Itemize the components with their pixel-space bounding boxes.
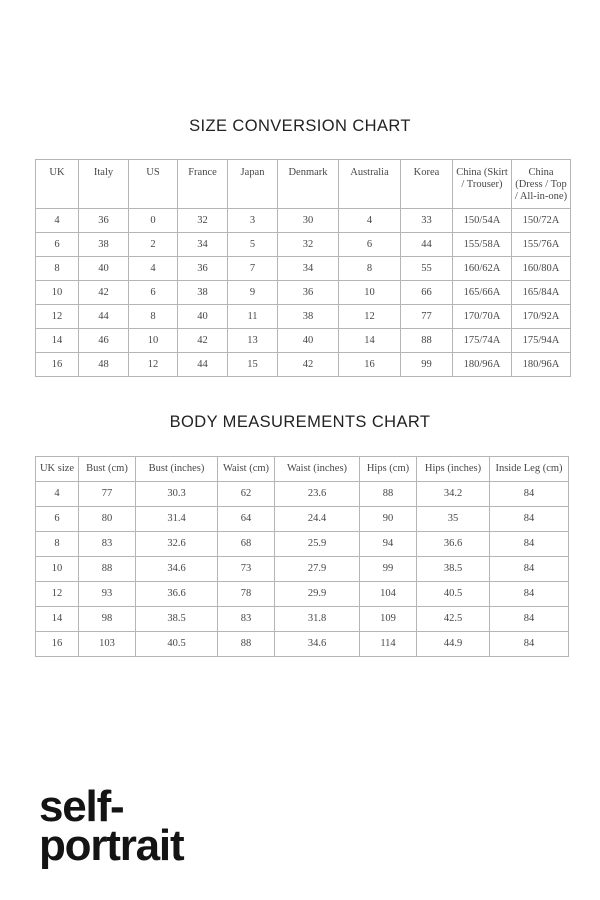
table-cell: 155/58A — [453, 233, 512, 257]
table-cell: 27.9 — [275, 557, 360, 582]
table-cell: 88 — [401, 329, 453, 353]
table-cell: 48 — [79, 353, 129, 377]
table-cell: 55 — [401, 257, 453, 281]
table-cell: 38 — [178, 281, 228, 305]
table-cell: 10 — [36, 281, 79, 305]
table-cell: 11 — [228, 305, 278, 329]
table-cell: 23.6 — [275, 482, 360, 507]
column-header: China (Skirt / Trouser) — [453, 160, 512, 209]
table-cell: 175/94A — [512, 329, 571, 353]
logo-line-1: self- — [39, 782, 124, 831]
table-cell: 78 — [218, 582, 275, 607]
table-cell: 99 — [401, 353, 453, 377]
table-cell: 34.2 — [417, 482, 490, 507]
table-cell: 12 — [36, 582, 79, 607]
column-header: Waist (cm) — [218, 457, 275, 482]
header-row — [36, 457, 569, 482]
table-cell: 32 — [178, 209, 228, 233]
table-cell: 38.5 — [136, 607, 218, 632]
table-cell: 34 — [178, 233, 228, 257]
table-cell: 16 — [36, 632, 79, 657]
table-cell: 6 — [129, 281, 178, 305]
table-cell: 4 — [129, 257, 178, 281]
table-cell: 34 — [278, 257, 339, 281]
table-cell: 30 — [278, 209, 339, 233]
size-conversion-title: SIZE CONVERSION CHART — [189, 117, 411, 135]
column-header: Korea — [401, 160, 453, 209]
table-cell: 40.5 — [136, 632, 218, 657]
table-cell: 109 — [360, 607, 417, 632]
column-header: Italy — [79, 160, 129, 209]
table-cell: 10 — [339, 281, 401, 305]
table-cell: 155/76A — [512, 233, 571, 257]
table-cell: 6 — [36, 233, 79, 257]
table-cell: 44 — [401, 233, 453, 257]
table-cell: 150/54A — [453, 209, 512, 233]
table-cell: 31.4 — [136, 507, 218, 532]
table-cell: 32.6 — [136, 532, 218, 557]
table-cell: 84 — [490, 532, 569, 557]
table-cell: 38 — [278, 305, 339, 329]
column-header: Hips (inches) — [417, 457, 490, 482]
table-cell: 14 — [339, 329, 401, 353]
table-cell: 180/96A — [453, 353, 512, 377]
table-cell: 93 — [79, 582, 136, 607]
table-cell: 88 — [79, 557, 136, 582]
table-cell: 25.9 — [275, 532, 360, 557]
table-cell: 88 — [218, 632, 275, 657]
table-cell: 64 — [218, 507, 275, 532]
table-cell: 16 — [36, 353, 79, 377]
table-cell: 40 — [278, 329, 339, 353]
logo-line-2: portrait — [39, 821, 184, 870]
table-cell: 14 — [36, 329, 79, 353]
table-cell: 80 — [79, 507, 136, 532]
table-cell: 13 — [228, 329, 278, 353]
table-cell: 36 — [178, 257, 228, 281]
header-row — [36, 160, 571, 209]
table-cell: 12 — [36, 305, 79, 329]
table-cell: 31.8 — [275, 607, 360, 632]
table-cell: 98 — [79, 607, 136, 632]
table-row — [36, 632, 569, 657]
table-cell: 30.3 — [136, 482, 218, 507]
table-cell: 44 — [178, 353, 228, 377]
table-row — [36, 582, 569, 607]
table-cell: 35 — [417, 507, 490, 532]
table-cell: 84 — [490, 482, 569, 507]
table-cell: 24.4 — [275, 507, 360, 532]
table-cell: 44 — [79, 305, 129, 329]
table-cell: 160/62A — [453, 257, 512, 281]
table-row — [36, 257, 571, 281]
table-cell: 46 — [79, 329, 129, 353]
table-cell: 160/80A — [512, 257, 571, 281]
column-header: Waist (inches) — [275, 457, 360, 482]
column-header: Bust (inches) — [136, 457, 218, 482]
table-cell: 34.6 — [136, 557, 218, 582]
table-cell: 10 — [129, 329, 178, 353]
table-cell: 12 — [129, 353, 178, 377]
table-cell: 8 — [36, 257, 79, 281]
table-cell: 7 — [228, 257, 278, 281]
table-cell: 165/84A — [512, 281, 571, 305]
body-measurements-table — [35, 456, 569, 657]
table-cell: 0 — [129, 209, 178, 233]
table-cell: 83 — [79, 532, 136, 557]
column-header: China (Dress / Top / All-in-one) — [512, 160, 571, 209]
table-cell: 170/92A — [512, 305, 571, 329]
table-cell: 4 — [339, 209, 401, 233]
table-cell: 84 — [490, 632, 569, 657]
table-cell: 42 — [79, 281, 129, 305]
table-row — [36, 329, 571, 353]
size-conversion-table — [35, 159, 571, 377]
table-cell: 62 — [218, 482, 275, 507]
column-header: Australia — [339, 160, 401, 209]
table-row — [36, 532, 569, 557]
table-cell: 40 — [79, 257, 129, 281]
column-header: UK size — [36, 457, 79, 482]
table-cell: 4 — [36, 209, 79, 233]
table-cell: 36.6 — [417, 532, 490, 557]
table-cell: 8 — [36, 532, 79, 557]
table-cell: 114 — [360, 632, 417, 657]
column-header: Inside Leg (cm) — [490, 457, 569, 482]
table-cell: 36 — [79, 209, 129, 233]
table-cell: 88 — [360, 482, 417, 507]
self-portrait-logo — [39, 782, 184, 870]
table-cell: 42 — [278, 353, 339, 377]
table-row — [36, 209, 571, 233]
table-cell: 9 — [228, 281, 278, 305]
column-header: Denmark — [278, 160, 339, 209]
table-cell: 77 — [79, 482, 136, 507]
table-cell: 90 — [360, 507, 417, 532]
table-cell: 36.6 — [136, 582, 218, 607]
table-row — [36, 353, 571, 377]
table-cell: 38 — [79, 233, 129, 257]
table-cell: 33 — [401, 209, 453, 233]
table-cell: 8 — [129, 305, 178, 329]
table-cell: 8 — [339, 257, 401, 281]
table-cell: 29.9 — [275, 582, 360, 607]
table-cell: 84 — [490, 607, 569, 632]
table-cell: 15 — [228, 353, 278, 377]
table-cell: 14 — [36, 607, 79, 632]
table-cell: 3 — [228, 209, 278, 233]
column-header: Japan — [228, 160, 278, 209]
table-cell: 16 — [339, 353, 401, 377]
table-cell: 42 — [178, 329, 228, 353]
table-cell: 38.5 — [417, 557, 490, 582]
table-cell: 10 — [36, 557, 79, 582]
table-cell: 6 — [36, 507, 79, 532]
table-cell: 84 — [490, 507, 569, 532]
table-cell: 77 — [401, 305, 453, 329]
table-cell: 4 — [36, 482, 79, 507]
table-cell: 165/66A — [453, 281, 512, 305]
table-row — [36, 233, 571, 257]
table-cell: 6 — [339, 233, 401, 257]
body-measurements-title: BODY MEASUREMENTS CHART — [169, 413, 431, 431]
table-cell: 68 — [218, 532, 275, 557]
table-cell: 42.5 — [417, 607, 490, 632]
table-cell: 73 — [218, 557, 275, 582]
table-cell: 83 — [218, 607, 275, 632]
table-cell: 32 — [278, 233, 339, 257]
table-cell: 180/96A — [512, 353, 571, 377]
table-cell: 94 — [360, 532, 417, 557]
table-row — [36, 607, 569, 632]
table-row — [36, 557, 569, 582]
column-header: Bust (cm) — [79, 457, 136, 482]
column-header: France — [178, 160, 228, 209]
table-cell: 5 — [228, 233, 278, 257]
table-row — [36, 507, 569, 532]
table-cell: 2 — [129, 233, 178, 257]
table-cell: 104 — [360, 582, 417, 607]
table-cell: 40.5 — [417, 582, 490, 607]
table-cell: 99 — [360, 557, 417, 582]
table-cell: 12 — [339, 305, 401, 329]
column-header: UK — [36, 160, 79, 209]
table-row — [36, 482, 569, 507]
table-cell: 40 — [178, 305, 228, 329]
column-header: Hips (cm) — [360, 457, 417, 482]
table-cell: 34.6 — [275, 632, 360, 657]
table-cell: 44.9 — [417, 632, 490, 657]
table-row — [36, 305, 571, 329]
table-cell: 103 — [79, 632, 136, 657]
table-row — [36, 281, 571, 305]
table-cell: 84 — [490, 557, 569, 582]
table-cell: 175/74A — [453, 329, 512, 353]
column-header: US — [129, 160, 178, 209]
table-cell: 84 — [490, 582, 569, 607]
table-cell: 150/72A — [512, 209, 571, 233]
table-cell: 36 — [278, 281, 339, 305]
table-cell: 66 — [401, 281, 453, 305]
table-cell: 170/70A — [453, 305, 512, 329]
